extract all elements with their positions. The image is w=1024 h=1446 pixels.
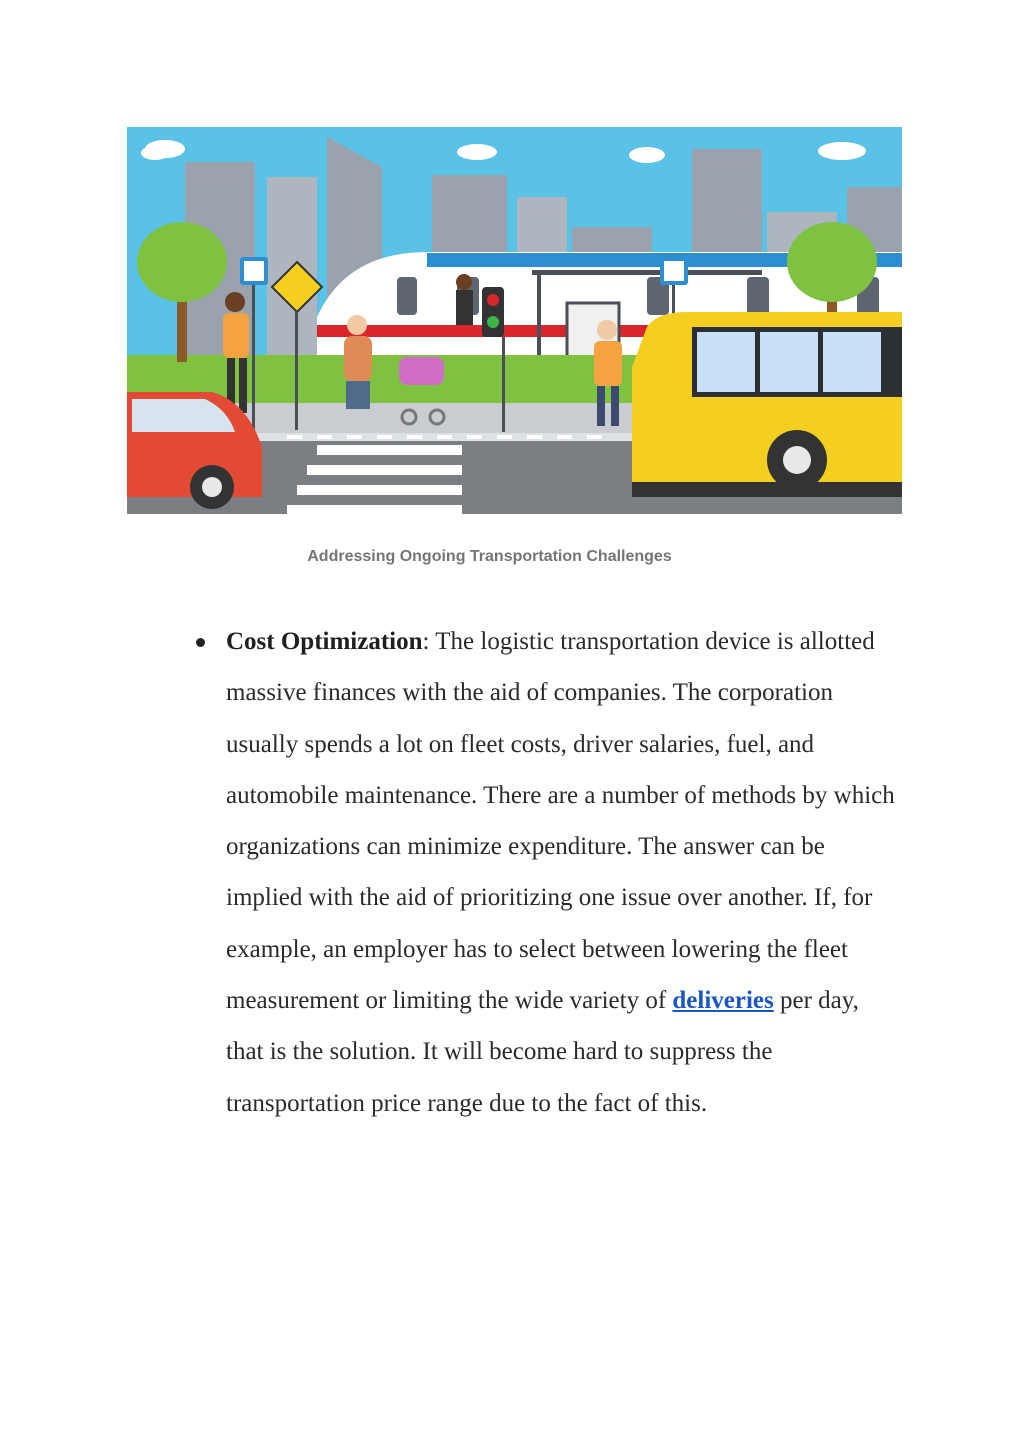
bullet-list bbox=[196, 616, 896, 1129]
deliveries-link[interactable]: deliveries bbox=[672, 987, 774, 1015]
body-text-before: : The logistic transportation device is allotted massive finances with the aid of companies. The corporation usually spends a lot on fleet costs, driver salaries, fuel, and automobile maintenance. There are a number of methods by which organizations can minimize expenditure. The answer can be implied with the aid of prioritizing one issue over another. If, for example, an employer has to select between lowering the fleet measurement or limiting the wide variety of bbox=[226, 628, 895, 1015]
paragraph bbox=[226, 616, 896, 1129]
figure-caption: Addressing Ongoing Transportation Challenges bbox=[307, 548, 672, 565]
body-text-after: per day, that is the solution. It will become hard to suppress the transportation price range due to the fact of this. bbox=[226, 987, 859, 1117]
yellow-bus bbox=[632, 312, 902, 497]
transportation-illustration bbox=[127, 127, 902, 514]
term-heading: Cost Optimization bbox=[226, 628, 423, 655]
bullet-dot bbox=[196, 638, 205, 647]
list-item bbox=[196, 616, 896, 1129]
